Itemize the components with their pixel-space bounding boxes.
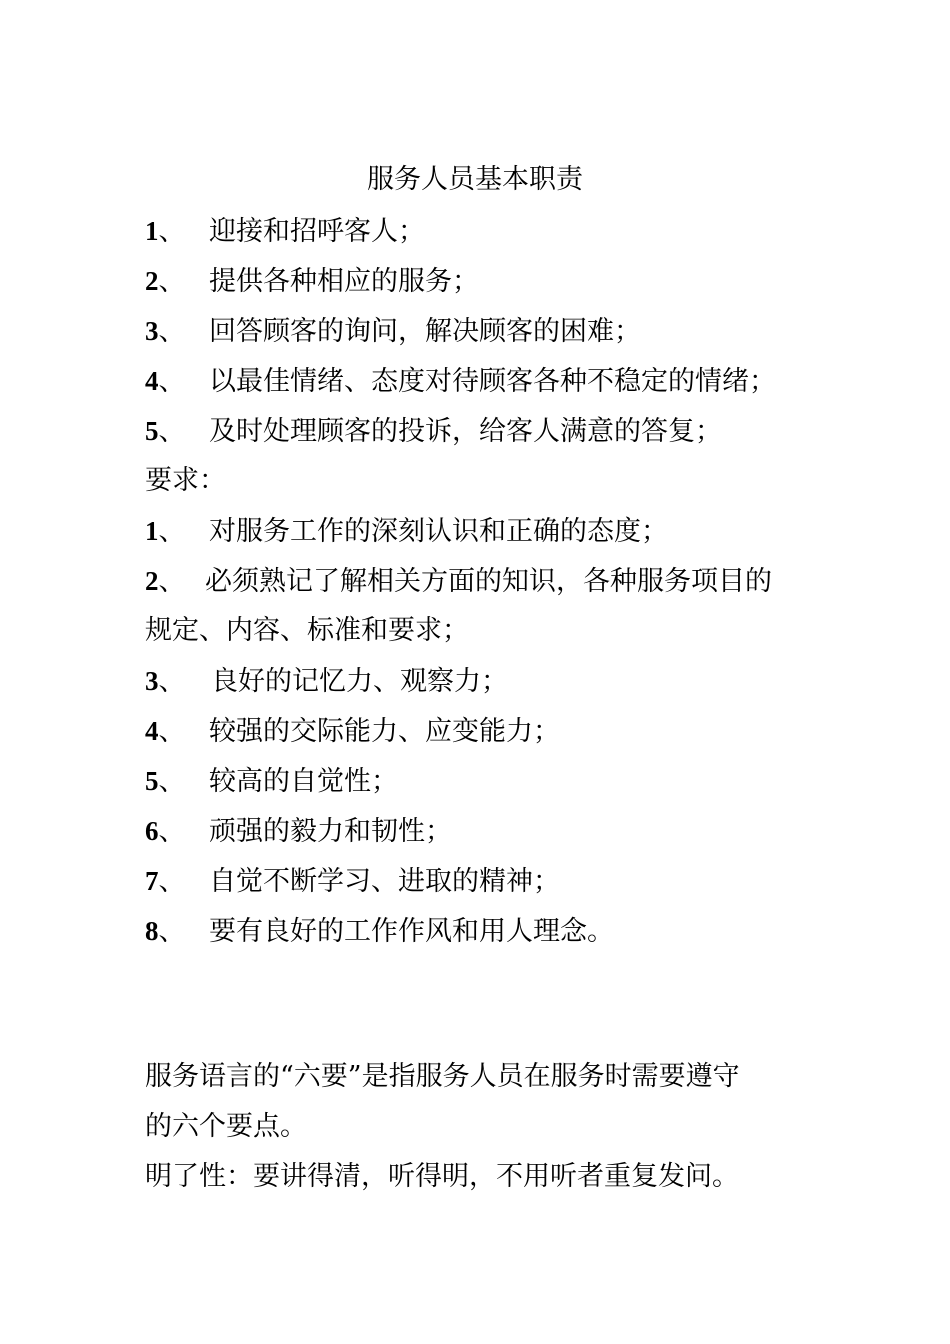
list-item [145,656,825,706]
item-text: 回答顾客的询问，解决顾客的困难； [209,316,641,347]
list-item [145,906,825,956]
list-item [145,506,825,556]
item-text: 要有良好的工作作风和用人理念。 [209,916,614,947]
six-musts-section [145,1052,825,1202]
item-number: 5、 [145,766,186,796]
six-musts-intro-line: 的六个要点。 [145,1111,307,1142]
item-text: 顽强的毅力和韧性； [209,816,452,847]
list-item [145,256,825,306]
clarity-paragraph: 明了性：要讲得清，听得明，不用听者重复发问。 [145,1161,739,1192]
item-text: 对服务工作的深刻认识和正确的态度； [209,516,668,547]
item-text: 较高的自觉性； [209,766,398,797]
list-item [145,406,825,456]
item-number: 4、 [145,366,186,396]
item-number: 3、 [145,666,186,696]
item-text: 良好的记忆力、观察力； [211,666,508,697]
list-item [145,806,825,856]
item-text: 自觉不断学习、进取的精神； [209,866,560,897]
item-text: 以最佳情绪、态度对待顾客各种不稳定的情绪； [209,366,776,397]
list-item [145,856,825,906]
item-number: 3、 [145,316,186,346]
item-number: 2、 [145,566,186,596]
page-title: 服务人员基本职责 [367,164,583,195]
list-item [145,356,825,406]
item-number: 2、 [145,266,186,296]
list-item [145,556,825,606]
item-text: 必须熟记了解相关方面的知识，各种服务项目的 [205,566,772,597]
item-number: 4、 [145,716,186,746]
list-item [145,706,825,756]
item-text: 提供各种相应的服务； [209,266,479,297]
duties-list [145,206,825,956]
list-item-continuation: 规定、内容、标准和要求； [145,615,469,646]
item-text: 及时处理顾客的投诉，给客人满意的答复； [209,416,722,447]
item-number: 6、 [145,816,186,846]
item-number: 5、 [145,416,186,446]
list-item [145,306,825,356]
requirements-heading: 要求： [145,465,226,496]
item-number: 1、 [145,216,186,246]
item-number: 7、 [145,866,186,896]
item-text: 较强的交际能力、应变能力； [209,716,560,747]
item-number: 1、 [145,516,186,546]
list-item [145,756,825,806]
item-text: 迎接和招呼客人； [209,216,425,247]
six-musts-intro-line: 服务语言的“六要”是指服务人员在服务时需要遵守 [145,1061,740,1092]
list-item [145,206,825,256]
item-number: 8、 [145,916,186,946]
